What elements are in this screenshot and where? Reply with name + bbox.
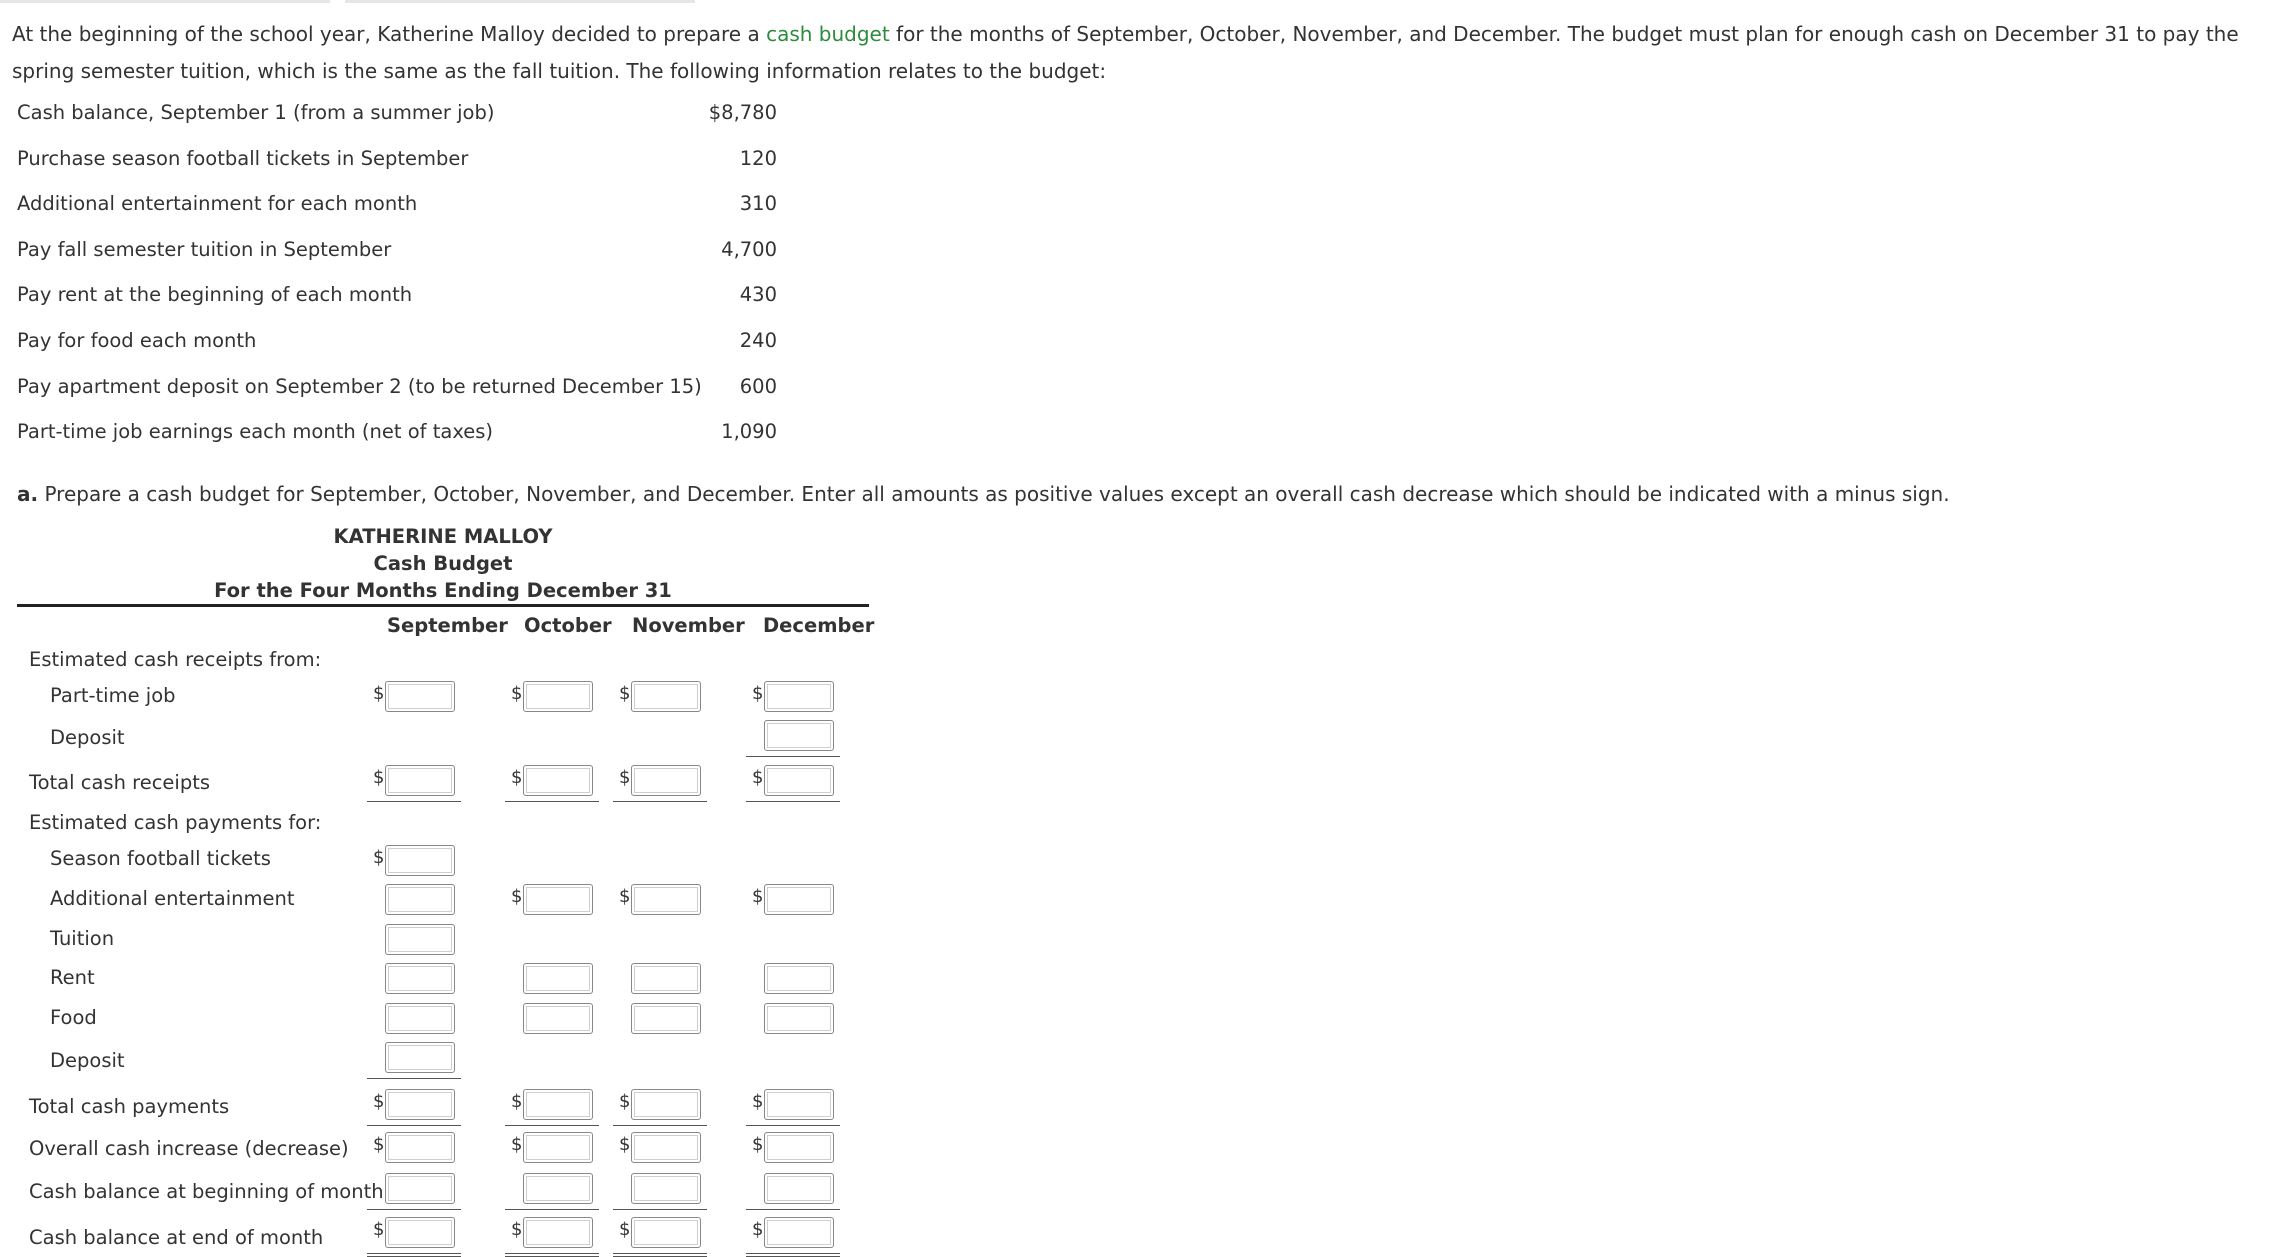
underline [505, 801, 599, 802]
intro-text-continued: for the months of September, October, November, and December. The budget must plan for enough cash on December 31 to pay the spring semester tuition, which is the same as the fall tuition. The following information relates to the budget: [12, 22, 2239, 83]
dollar-sign: $ [752, 767, 764, 788]
column-header-october: October [524, 614, 612, 637]
input-total-payments-september[interactable] [385, 1089, 455, 1120]
underline [505, 1209, 599, 1210]
input-entertainment-december[interactable] [764, 884, 834, 915]
info-label: Pay fall semester tuition in September [17, 237, 392, 261]
statement-period: For the Four Months Ending December 31 [214, 579, 672, 602]
dollar-sign: $ [373, 1134, 385, 1155]
top-tab-strip [0, 0, 700, 3]
dollar-sign: $ [511, 683, 523, 704]
problem-intro [12, 16, 2282, 90]
input-deposit-receipt-december[interactable] [764, 720, 834, 751]
row-label-deposit-payment: Deposit [50, 1049, 125, 1072]
question-letter: a. [17, 482, 39, 506]
input-beginning-september[interactable] [385, 1173, 455, 1204]
info-row [17, 238, 777, 284]
info-label: Pay rent at the beginning of each month [17, 283, 413, 307]
row-label-tuition: Tuition [50, 927, 115, 950]
question-a [17, 482, 1950, 506]
underline [746, 801, 840, 802]
dollar-sign: $ [752, 1134, 764, 1155]
info-row [17, 192, 777, 238]
question-text: Prepare a cash budget for September, October, November, and December. Enter all amounts as positive values except an overall cash decrease which should be indicated with a minus sign. [38, 482, 1950, 506]
dollar-sign: $ [511, 1219, 523, 1240]
info-value: 120 [739, 146, 777, 170]
row-label-football: Season football tickets [50, 847, 271, 870]
info-value: 1,090 [721, 420, 777, 444]
column-header-november: November [632, 614, 745, 637]
dollar-sign: $ [619, 1091, 631, 1112]
info-label: Cash balance, September 1 (from a summer job) [17, 101, 495, 124]
column-header-december: December [763, 614, 875, 637]
underline [613, 801, 707, 802]
payments-header: Estimated cash payments for: [29, 811, 322, 834]
input-beginning-october[interactable] [523, 1173, 593, 1204]
row-label-total-receipts: Total cash receipts [29, 771, 211, 794]
input-entertainment-october[interactable] [523, 884, 593, 915]
input-deposit-payment-september[interactable] [385, 1042, 455, 1073]
dollar-sign: $ [619, 767, 631, 788]
intro-text: At the beginning of the school year, Katherine Malloy decided to prepare a [12, 22, 767, 46]
input-rent-october[interactable] [523, 963, 593, 994]
input-part-time-job-september[interactable] [385, 681, 455, 712]
info-value: 4,700 [721, 237, 777, 261]
underline [613, 1125, 707, 1126]
input-football-september[interactable] [385, 845, 455, 876]
info-value: $8,780 [708, 101, 777, 124]
dollar-sign: $ [752, 1219, 764, 1240]
budget-information-table [17, 101, 777, 466]
dollar-sign: $ [752, 886, 764, 907]
dollar-sign: $ [373, 767, 385, 788]
company-name: KATHERINE MALLOY [333, 525, 553, 548]
info-label: Part-time job earnings each month (net of taxes) [17, 420, 494, 444]
info-row [17, 375, 777, 421]
cash-budget-link[interactable]: cash budget [766, 22, 890, 46]
input-part-time-job-october[interactable] [523, 681, 593, 712]
underline [367, 1125, 461, 1126]
info-row [17, 101, 777, 147]
input-food-november[interactable] [631, 1003, 701, 1034]
row-label-entertainment: Additional entertainment [50, 887, 295, 910]
dollar-sign: $ [373, 1219, 385, 1240]
input-rent-september[interactable] [385, 963, 455, 994]
info-label: Additional entertainment for each month [17, 192, 418, 216]
underline [613, 1209, 707, 1210]
underline [746, 1209, 840, 1210]
input-total-payments-october[interactable] [523, 1089, 593, 1120]
underline [367, 801, 461, 802]
info-label: Purchase season football tickets in September [17, 146, 469, 170]
input-rent-november[interactable] [631, 963, 701, 994]
input-increase-december[interactable] [764, 1132, 834, 1163]
dollar-sign: $ [511, 1091, 523, 1112]
receipts-header: Estimated cash receipts from: [29, 648, 322, 671]
header-rule [17, 604, 869, 607]
row-label-deposit-receipt: Deposit [50, 726, 125, 749]
row-label-increase: Overall cash increase (decrease) [29, 1137, 349, 1160]
underline [746, 756, 840, 757]
input-beginning-december[interactable] [764, 1173, 834, 1204]
dollar-sign: $ [752, 1091, 764, 1112]
input-tuition-september[interactable] [385, 924, 455, 955]
row-label-beginning-balance: Cash balance at beginning of month [29, 1180, 384, 1203]
dollar-sign: $ [373, 847, 385, 868]
input-increase-november[interactable] [631, 1132, 701, 1163]
info-label: Pay for food each month [17, 328, 257, 352]
input-part-time-job-november[interactable] [631, 681, 701, 712]
info-value: 240 [739, 328, 777, 352]
dollar-sign: $ [619, 1134, 631, 1155]
underline [746, 1125, 840, 1126]
input-food-october[interactable] [523, 1003, 593, 1034]
input-entertainment-september[interactable] [385, 884, 455, 915]
info-row [17, 420, 777, 466]
dollar-sign: $ [752, 683, 764, 704]
underline [367, 1078, 461, 1079]
row-label-ending-balance: Cash balance at end of month [29, 1226, 324, 1249]
input-rent-december[interactable] [764, 963, 834, 994]
input-increase-october[interactable] [523, 1132, 593, 1163]
row-label-total-payments: Total cash payments [29, 1095, 230, 1118]
dollar-sign: $ [619, 886, 631, 907]
dollar-sign: $ [373, 1091, 385, 1112]
input-end-december[interactable] [764, 1217, 834, 1248]
underline [367, 1209, 461, 1210]
row-label-food: Food [50, 1006, 97, 1029]
input-food-september[interactable] [385, 1003, 455, 1034]
input-total-receipts-september[interactable] [385, 765, 455, 796]
input-total-receipts-december[interactable] [764, 765, 834, 796]
input-total-payments-december[interactable] [764, 1089, 834, 1120]
dollar-sign: $ [511, 886, 523, 907]
input-increase-september[interactable] [385, 1132, 455, 1163]
dollar-sign: $ [511, 1134, 523, 1155]
info-row [17, 147, 777, 193]
dollar-sign: $ [373, 683, 385, 704]
row-label-rent: Rent [50, 966, 95, 989]
info-row [17, 329, 777, 375]
input-part-time-job-december[interactable] [764, 681, 834, 712]
input-entertainment-november[interactable] [631, 884, 701, 915]
info-row [17, 283, 777, 329]
info-label: Pay apartment deposit on September 2 (to be returned December 15) [17, 374, 702, 398]
column-header-september: September [387, 614, 508, 637]
statement-title: Cash Budget [373, 552, 513, 575]
row-label-part-time-job: Part-time job [50, 684, 176, 707]
input-end-november[interactable] [631, 1217, 701, 1248]
dollar-sign: $ [619, 683, 631, 704]
input-total-receipts-october[interactable] [523, 765, 593, 796]
input-end-october[interactable] [523, 1217, 593, 1248]
input-end-september[interactable] [385, 1217, 455, 1248]
dollar-sign: $ [619, 1219, 631, 1240]
info-value: 310 [739, 192, 777, 216]
input-total-receipts-november[interactable] [631, 765, 701, 796]
info-value: 600 [739, 374, 777, 398]
input-beginning-november[interactable] [631, 1173, 701, 1204]
input-food-december[interactable] [764, 1003, 834, 1034]
underline [505, 1125, 599, 1126]
dollar-sign: $ [511, 767, 523, 788]
info-value: 430 [739, 283, 777, 307]
input-total-payments-november[interactable] [631, 1089, 701, 1120]
